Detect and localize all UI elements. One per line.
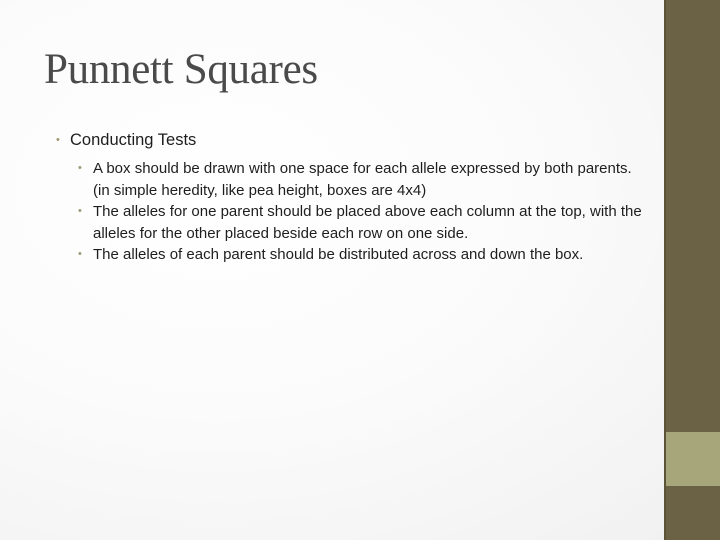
bullet-dot-icon: • bbox=[78, 162, 82, 174]
bullet-level1-text: Conducting Tests bbox=[70, 131, 197, 149]
bullet-dot-icon: • bbox=[56, 134, 60, 146]
slide-title: Punnett Squares bbox=[44, 46, 318, 93]
slide-content bbox=[56, 128, 646, 266]
bullet-level1 bbox=[56, 128, 646, 152]
sub-bullet-list bbox=[56, 158, 646, 266]
sub-bullet-item bbox=[56, 201, 646, 244]
bullet-dot-icon: • bbox=[78, 248, 82, 260]
sub-bullet-text: The alleles of each parent should be distributed across and down the box. bbox=[93, 246, 584, 263]
sub-bullet-text: The alleles for one parent should be placed above each column at the top, with the alleles for the other placed beside each row on one side. bbox=[93, 203, 642, 242]
sub-bullet-item bbox=[56, 244, 646, 266]
sub-bullet-text: A box should be drawn with one space for each allele expressed by both parents. (in simple heredity, like pea height, boxes are 4x4) bbox=[93, 160, 632, 199]
side-accent-block bbox=[666, 432, 720, 486]
bullet-dot-icon: • bbox=[78, 205, 82, 217]
sub-bullet-item bbox=[56, 158, 646, 201]
